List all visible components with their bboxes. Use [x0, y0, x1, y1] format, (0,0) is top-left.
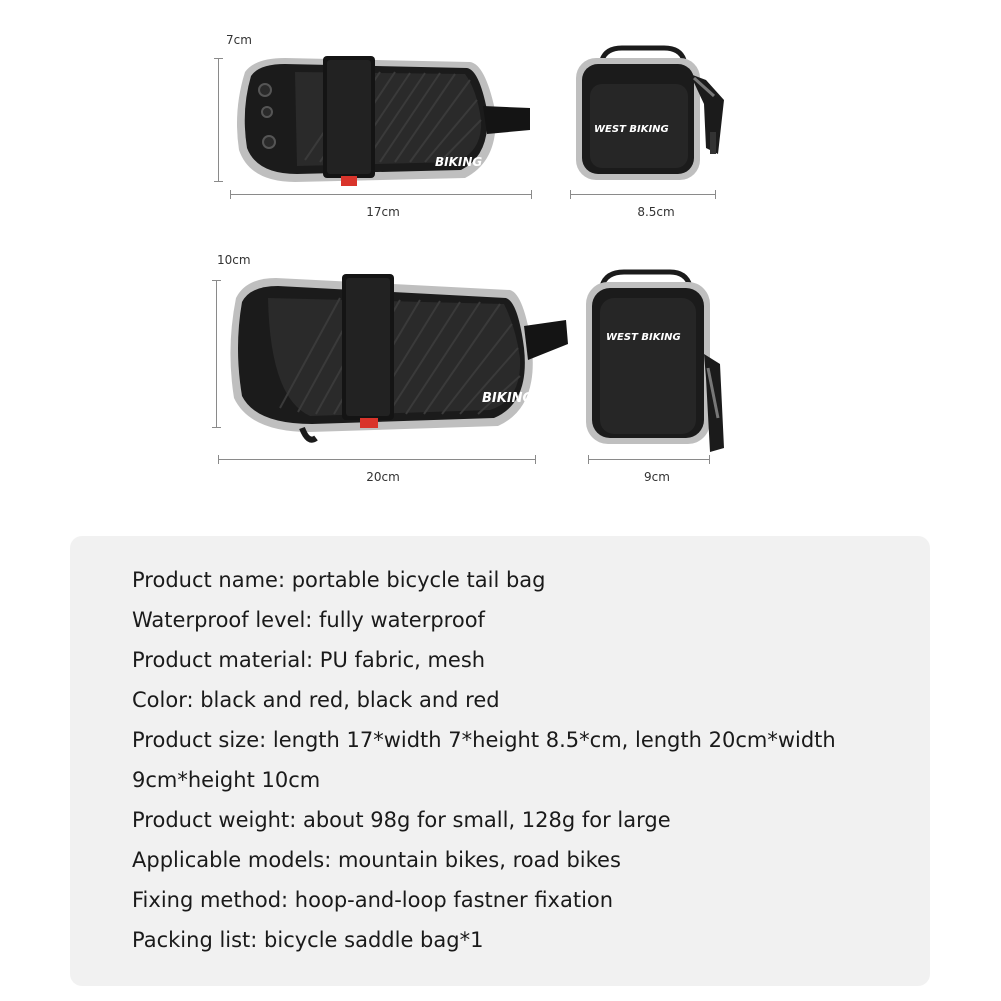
small-bag-side-image — [225, 50, 535, 190]
small-width-tick-right — [715, 190, 716, 199]
spec-product-material: Product material: PU fabric, mesh — [132, 648, 486, 672]
spec-product-size: Product size: length 17*width 7*height 8.5*cm, length 20cm*width — [132, 728, 836, 752]
small-height-tick-top — [214, 58, 223, 59]
small-width-line — [570, 194, 716, 195]
small-bag-front-image — [572, 44, 732, 184]
small-width-label: 8.5cm — [637, 205, 675, 219]
large-length-tick-left — [218, 455, 219, 464]
large-bag-front-image — [584, 268, 734, 464]
spec-panel — [70, 536, 930, 986]
large-length-tick-right — [535, 455, 536, 464]
large-height-label: 10cm — [217, 253, 251, 267]
spec-product-name: Product name: portable bicycle tail bag — [132, 568, 546, 592]
small-bag-side-brand: BIKING — [435, 155, 483, 169]
small-width-tick-left — [570, 190, 571, 199]
spec-applicable-models: Applicable models: mountain bikes, road bikes — [132, 848, 621, 872]
large-length-line — [218, 459, 536, 460]
large-bag-front-brand: WEST BIKING — [606, 332, 681, 343]
small-length-tick-left — [230, 190, 231, 199]
small-bag-front-brand: WEST BIKING — [594, 124, 669, 135]
small-length-line — [230, 194, 532, 195]
spec-list — [132, 560, 836, 960]
spec-packing-list: Packing list: bicycle saddle bag*1 — [132, 928, 484, 952]
small-height-label: 7cm — [226, 33, 252, 47]
spec-product-size-continued: 9cm*height 10cm — [132, 768, 321, 792]
spec-product-weight: Product weight: about 98g for small, 128g for large — [132, 808, 671, 832]
spec-fixing-method: Fixing method: hoop-and-loop fastner fixation — [132, 888, 614, 912]
large-length-label: 20cm — [366, 470, 400, 484]
small-height-line — [218, 58, 219, 182]
large-bag-side-brand: BIKING — [482, 391, 534, 406]
spec-waterproof-level: Waterproof level: fully waterproof — [132, 608, 485, 632]
large-width-label: 9cm — [644, 470, 670, 484]
large-bag-side-image — [220, 268, 572, 450]
small-length-label: 17cm — [366, 205, 400, 219]
small-length-tick-right — [531, 190, 532, 199]
spec-color: Color: black and red, black and red — [132, 688, 500, 712]
small-height-tick-bottom — [214, 181, 223, 182]
large-height-line — [216, 280, 217, 428]
